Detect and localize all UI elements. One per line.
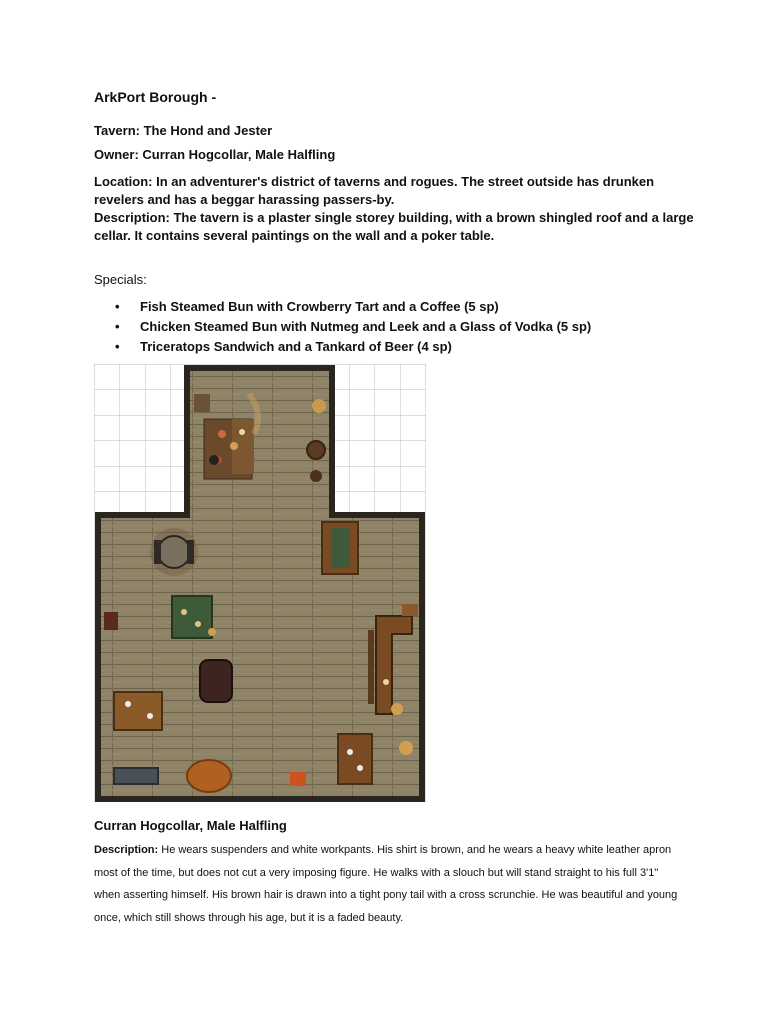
food-item [239, 429, 245, 435]
bench [114, 768, 158, 784]
stool [399, 741, 413, 755]
location-text: Location: In an adventurer's district of taverns and rogues. The street outside has drunken revelers and has a beggar harassing passers-by. [94, 174, 655, 207]
green-table [172, 596, 212, 638]
round-table [158, 536, 190, 568]
special-item: • Chicken Steamed Bun with Nutmeg and Leek and a Glass of Vodka (5 sp) [140, 317, 660, 337]
stool [208, 628, 216, 636]
poker-table-felt [332, 528, 350, 568]
special-item: • Triceratops Sandwich and a Tankard of Beer (4 sp) [140, 337, 660, 357]
specials-heading: Specials: [94, 272, 147, 287]
bar-shelf [402, 604, 418, 616]
stool [391, 703, 403, 715]
barrel [307, 441, 325, 459]
npc-description [94, 839, 684, 929]
square-table [114, 692, 162, 730]
tavern-name: Tavern: The Hond and Jester [94, 123, 273, 138]
plate [347, 749, 353, 755]
plate [195, 621, 201, 627]
npc-heading: Curran Hogcollar, Male Halfling [94, 818, 287, 833]
dark-table [200, 660, 232, 702]
plate [181, 609, 187, 615]
bottom-right-table [338, 734, 372, 784]
barrel [310, 470, 322, 482]
chair [104, 612, 118, 630]
document-title: ArkPort Borough - [94, 89, 217, 105]
mug [383, 679, 389, 685]
tavern-owner: Owner: Curran Hogcollar, Male Halfling [94, 147, 336, 162]
fireplace [290, 772, 306, 786]
shelf [194, 394, 210, 412]
chair [187, 540, 194, 564]
location-paragraph [94, 173, 694, 245]
description-text: Description: The tavern is a plaster single storey building, with a brown shingled roof and a large cellar. It contains several paintings on the wall and a poker table. [94, 210, 694, 243]
plate [125, 701, 131, 707]
bar-stools [368, 630, 374, 704]
plate [357, 765, 363, 771]
stool [312, 399, 326, 413]
food-item [230, 442, 238, 450]
pot [209, 455, 219, 465]
tavern-floor-map [94, 364, 426, 802]
specials-list [94, 297, 660, 357]
special-item: • Fish Steamed Bun with Crowberry Tart and a Coffee (5 sp) [140, 297, 660, 317]
plate [147, 713, 153, 719]
food-item [218, 430, 226, 438]
chair [154, 540, 161, 564]
doorway [190, 512, 329, 520]
round-table-large [187, 760, 231, 792]
npc-description-label: Description: [94, 844, 159, 856]
npc-description-text: He wears suspenders and white workpants. His shirt is brown, and he wears a heavy white leather apron most of the time, but does not cut a very imposing figure. He walks with a slouch but will stand straight to his full 3'1" when asserting himself. His brown hair is drawn into a tight pony tail with a cross scrunchie. He was beautiful and young once, which still shows through his age, but it is a faded beauty. [94, 844, 678, 924]
